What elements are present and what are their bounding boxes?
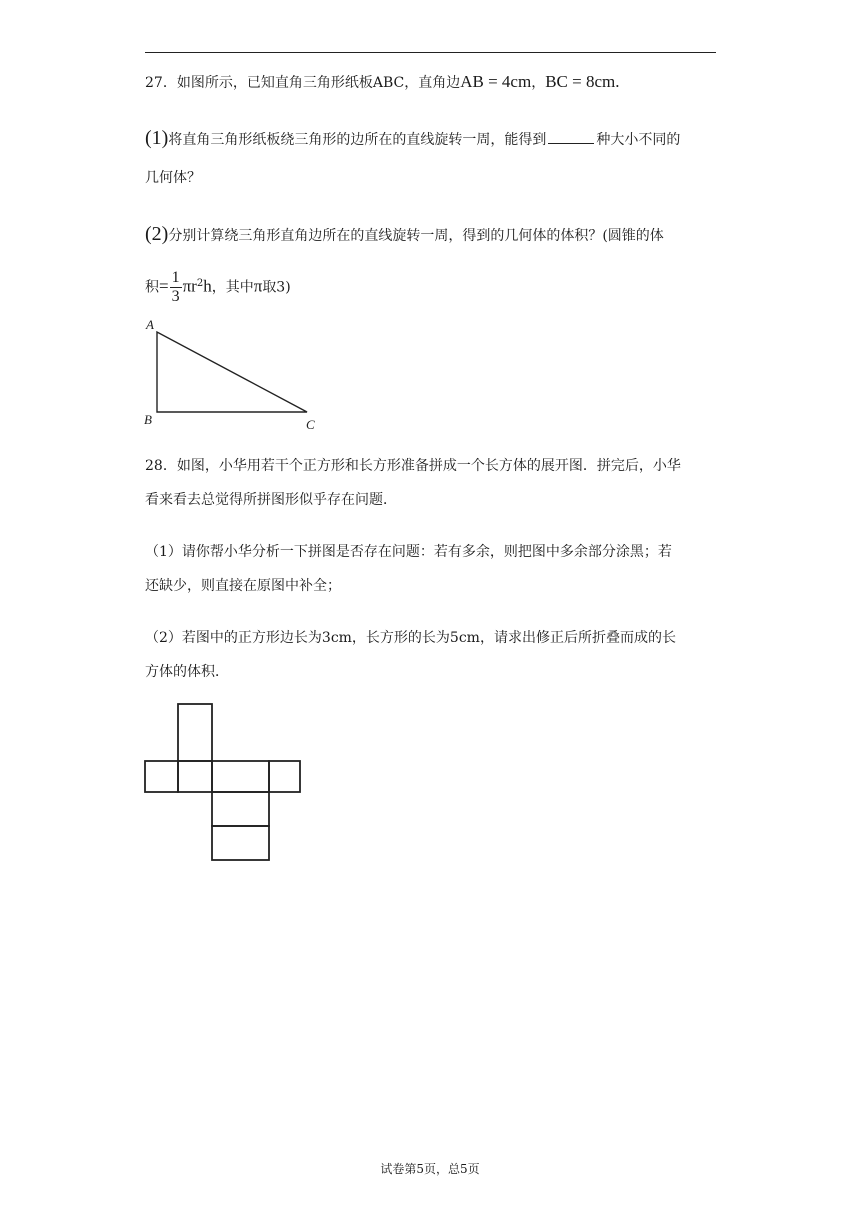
q27-stem-text: 如图所示，已知直角三角形纸板ABC，直角边 bbox=[176, 75, 461, 91]
page-footer: 试卷第5页，总5页 bbox=[380, 1162, 480, 1176]
net-bottom-rectangle bbox=[212, 826, 269, 860]
q27-part1-text-b: 种大小不同的 bbox=[596, 132, 681, 148]
q28-part2-line2 bbox=[145, 662, 229, 682]
q28-stem-line2 bbox=[145, 490, 397, 510]
net-right-square bbox=[269, 761, 300, 792]
q28-number: 28． bbox=[145, 458, 177, 474]
q27-part2-text-b: 积 bbox=[145, 279, 159, 296]
q27-number: 27． bbox=[145, 75, 177, 91]
q28-part2-line1 bbox=[145, 628, 676, 648]
q28-part1-line1 bbox=[145, 542, 672, 562]
q28-stem-text-b: 看来看去总觉得所拼图形似乎存在问题． bbox=[145, 492, 397, 508]
fraction-denominator: 3 bbox=[171, 288, 180, 306]
q27-eq-sign: = bbox=[159, 276, 169, 296]
formula-body: πr bbox=[182, 276, 197, 296]
q27-part1-text-a: 将直角三角形纸板绕三角形的边所在的直线旋转一周，能得到 bbox=[168, 132, 547, 148]
formula-h: h bbox=[203, 276, 212, 296]
q27-part1-text-c: 几何体？ bbox=[145, 170, 201, 186]
net-left-square bbox=[145, 761, 178, 792]
net-lower-rectangle bbox=[212, 792, 269, 826]
q27-part2-number: (2) bbox=[145, 223, 169, 245]
q27-part2-text-c: ，其中 bbox=[211, 279, 254, 296]
q27-part2-line1 bbox=[145, 224, 664, 246]
q27-part2-text-a: 分别计算绕三角形直角边所在的直线旋转一周，得到的几何体的体积？(圆锥的体 bbox=[168, 228, 664, 244]
net-top-rectangle bbox=[178, 704, 212, 761]
q27-stem-end: . bbox=[615, 72, 620, 91]
vertex-label-a: A bbox=[146, 317, 154, 332]
cuboid-net-figure bbox=[140, 700, 310, 866]
q27-part2-text-d: 取3) bbox=[262, 279, 291, 296]
q27-ab-length: AB = 4cm bbox=[460, 72, 532, 91]
triangle-abc-figure bbox=[140, 312, 330, 436]
q27-part1-line1 bbox=[145, 128, 680, 150]
q27-part2-line2 bbox=[145, 266, 291, 306]
q27-separator: ， bbox=[531, 75, 546, 91]
net-square-1 bbox=[178, 761, 212, 792]
vertex-label-b: B bbox=[144, 412, 152, 427]
cone-volume-fraction bbox=[170, 269, 182, 306]
answer-blank[interactable] bbox=[548, 129, 594, 144]
net-middle-rectangle bbox=[212, 761, 269, 792]
q27-part1-line2 bbox=[145, 168, 201, 188]
q28-part2-text-a: （2）若图中的正方形边长为3cm，长方形的长为5cm，请求出修正后所折叠而成的长 bbox=[145, 630, 676, 646]
right-triangle bbox=[157, 332, 307, 412]
q28-part1-line2 bbox=[145, 576, 341, 596]
q28-stem-line1 bbox=[145, 456, 681, 476]
header-rule bbox=[145, 52, 716, 53]
pi-symbol: π bbox=[253, 276, 263, 296]
q28-stem-text-a: 如图，小华用若干个正方形和长方形准备拼成一个长方体的展开图．拼完后，小华 bbox=[176, 458, 681, 474]
q27-stem bbox=[145, 72, 619, 93]
vertex-label-c: C bbox=[306, 417, 315, 432]
formula-exponent: 2 bbox=[196, 278, 204, 289]
q27-bc-length: BC = 8cm bbox=[545, 72, 616, 91]
q28-part2-text-b: 方体的体积． bbox=[145, 664, 229, 680]
q28-part1-text-a: （1）请你帮小华分析一下拼图是否存在问题：若有多余，则把图中多余部分涂黑；若 bbox=[145, 544, 672, 560]
fraction-numerator: 1 bbox=[171, 269, 180, 287]
q27-part1-number: (1) bbox=[145, 127, 169, 149]
q28-part1-text-b: 还缺少，则直接在原图中补全； bbox=[145, 578, 341, 594]
